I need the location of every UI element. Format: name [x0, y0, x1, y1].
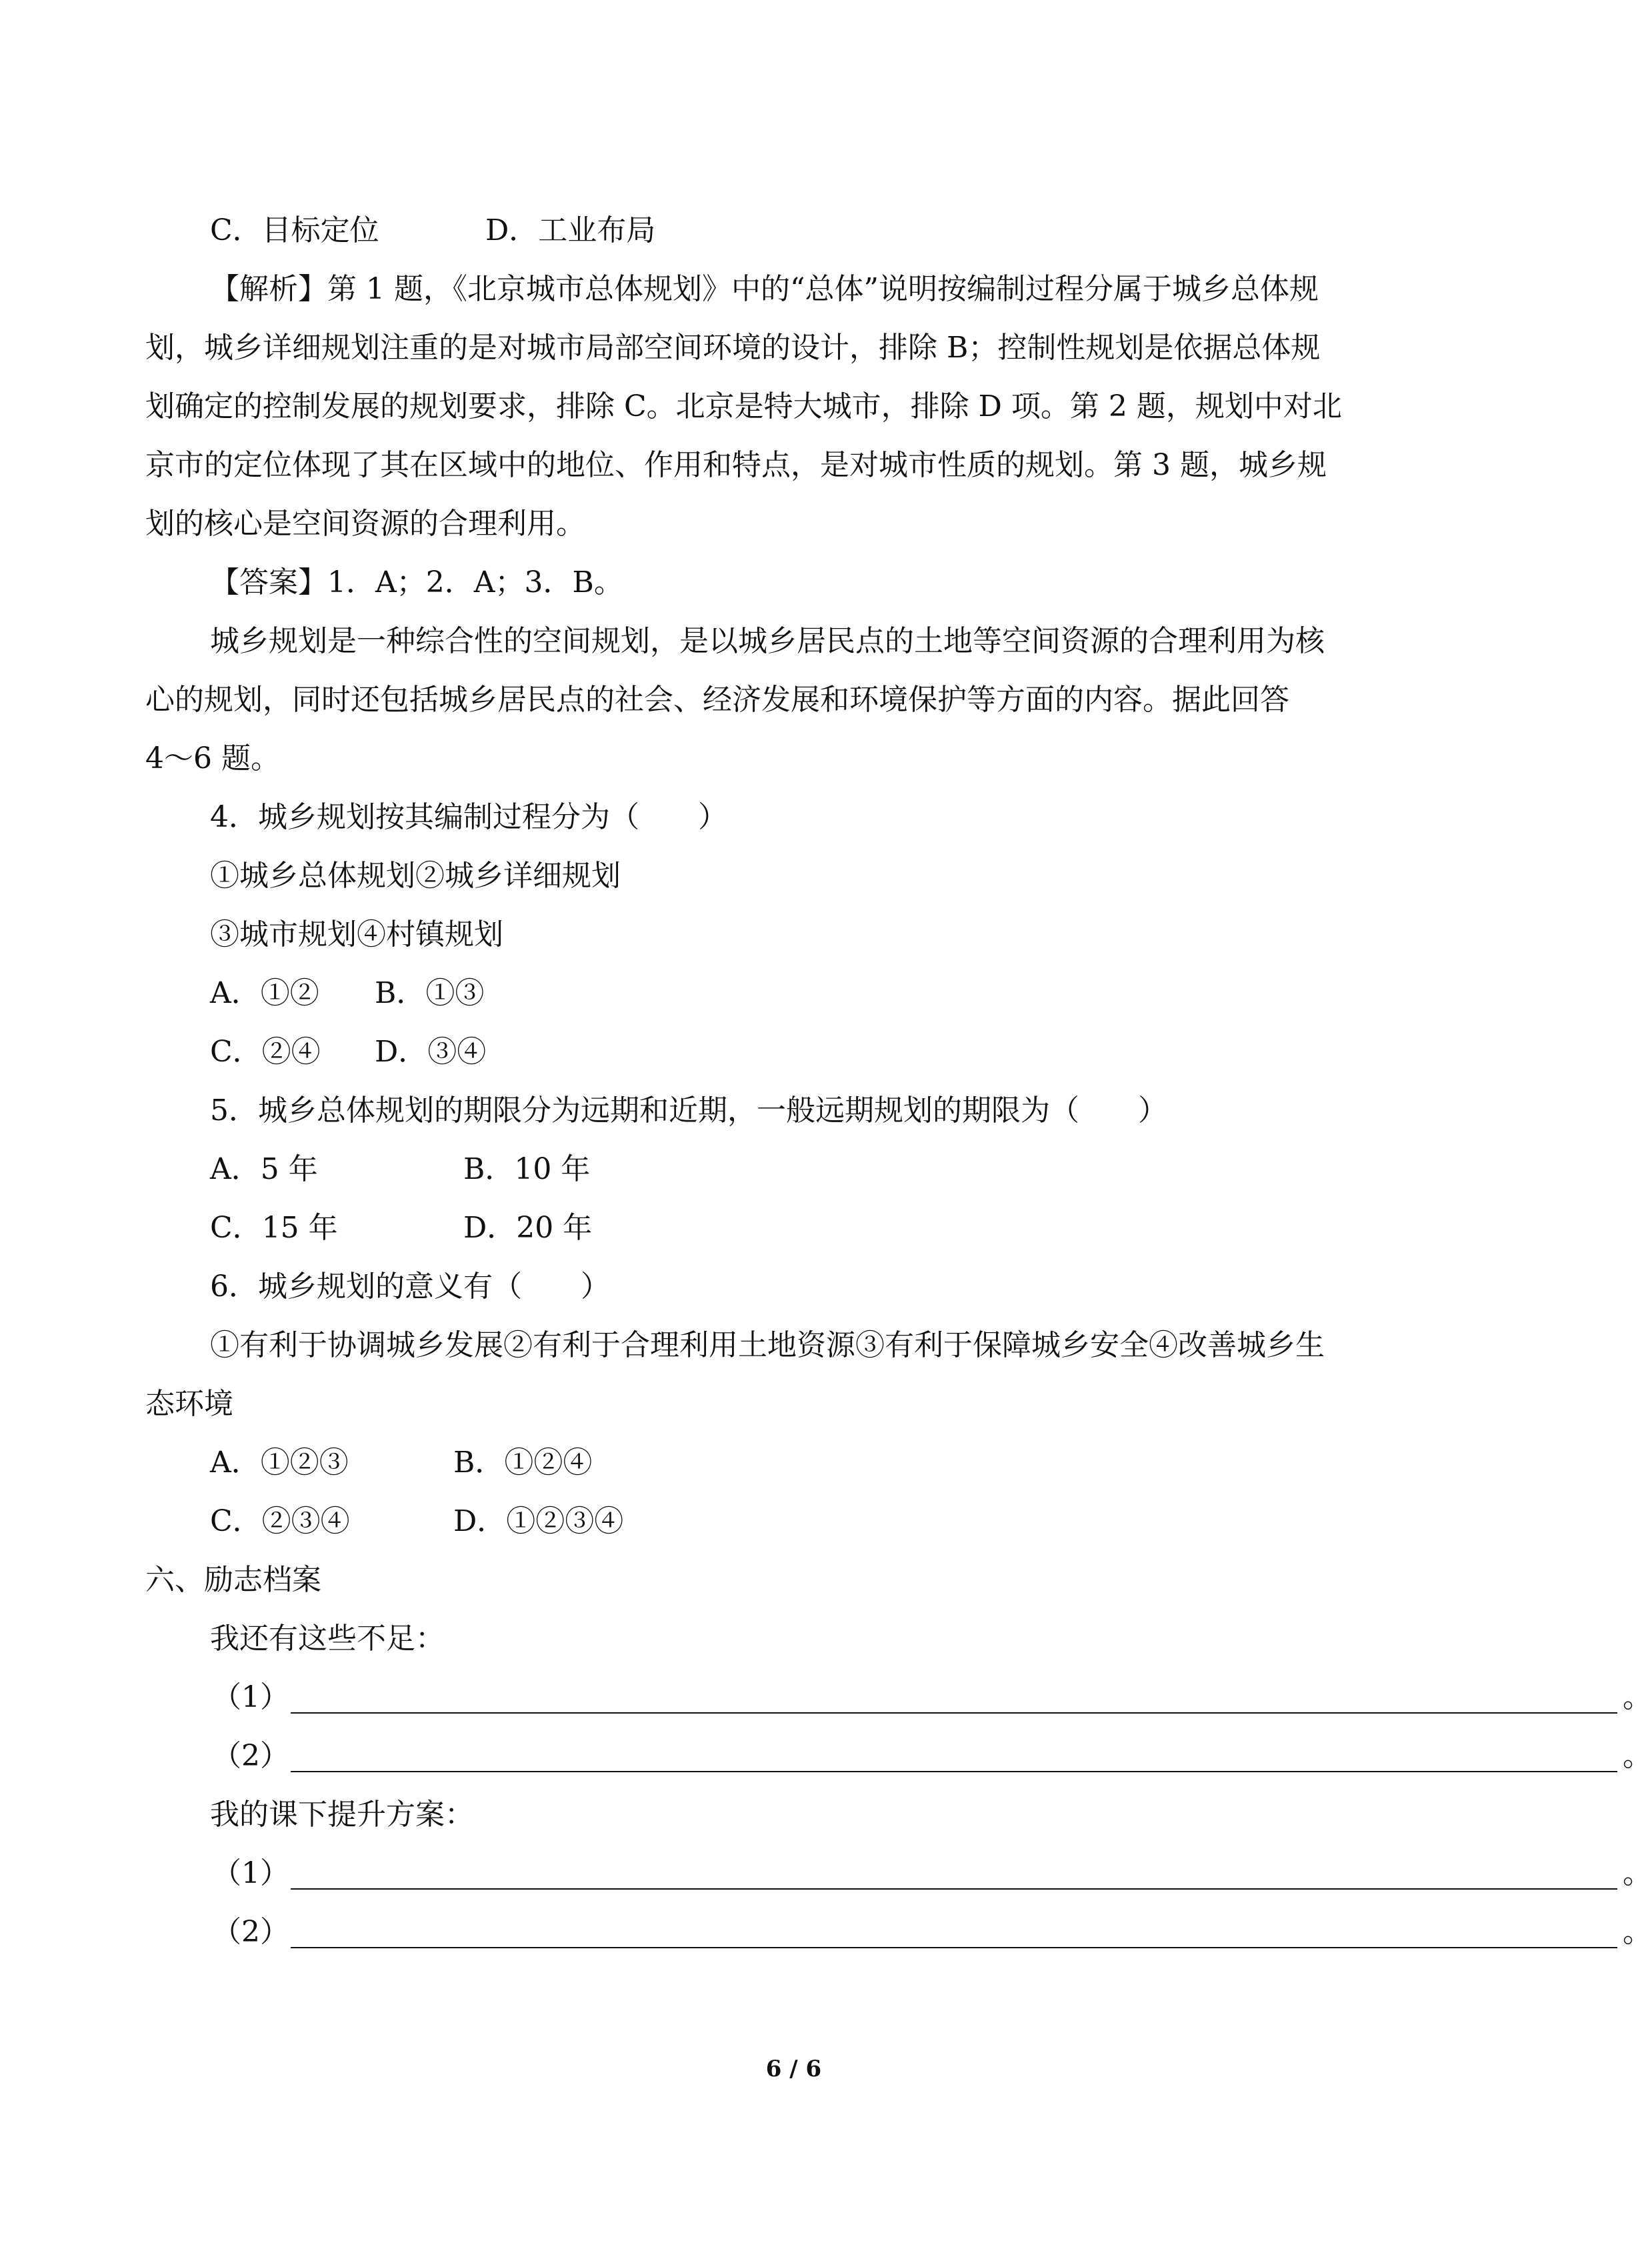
plan-label: 我的课下提升方案： [210, 1798, 474, 1832]
option-b: B．①③ [375, 976, 485, 1010]
blank-number: （2） [212, 1739, 289, 1773]
material-line-3: 4～6 题。 [145, 741, 280, 775]
q6-items-2: 态环境 [145, 1387, 233, 1421]
blank-number: （1） [212, 1680, 289, 1714]
option-d: D．工业布局 [485, 213, 656, 247]
option-d: D．20 年 [463, 1211, 593, 1245]
option-c: C．目标定位 [210, 213, 379, 247]
fill-in-line[interactable] [291, 1712, 1617, 1714]
q4-items-2: ③城市规划④村镇规划 [210, 917, 503, 951]
q6-items-1: ①有利于协调城乡发展②有利于合理利用土地资源③有利于保障城乡安全④改善城乡生 [210, 1328, 1325, 1362]
page-number: 6 / 6 [765, 2056, 822, 2082]
fill-in-line[interactable] [291, 1888, 1617, 1890]
q4-stem: 4．城乡规划按其编制过程分为（ ） [210, 800, 727, 834]
blank-period: 。 [1623, 1680, 1652, 1714]
option-c: C．15 年 [210, 1211, 338, 1245]
analysis-line-3: 划确定的控制发展的规划要求，排除 C。北京是特大城市，排除 D 项。第 2 题，规划中对北 [145, 389, 1342, 423]
option-d: D．③④ [375, 1035, 487, 1069]
analysis-line-5: 划的核心是空间资源的合理利用。 [145, 507, 585, 541]
shortcomings-label: 我还有这些不足： [210, 1622, 445, 1656]
option-b: B．①②④ [453, 1446, 593, 1480]
q4-items-1: ①城乡总体规划②城乡详细规划 [210, 859, 621, 893]
section-title: 六、励志档案 [145, 1563, 321, 1597]
option-a: A．5 年 [210, 1152, 318, 1186]
shortcoming-blank-1 [212, 1668, 1652, 1727]
material-line-1: 城乡规划是一种综合性的空间规划，是以城乡居民点的土地等空间资源的合理利用为核 [210, 624, 1325, 658]
material-line-2: 心的规划，同时还包括城乡居民点的社会、经济发展和环境保护等方面的内容。据此回答 [145, 683, 1289, 717]
blank-period: 。 [1623, 1739, 1652, 1773]
blank-number: （1） [212, 1856, 289, 1890]
option-c: C．②③④ [210, 1504, 350, 1538]
q6-stem: 6．城乡规划的意义有（ ） [210, 1270, 610, 1304]
analysis-line-1: 【解析】第 1 题，《北京城市总体规划》中的“总体”说明按编制过程分属于城乡总体规 [210, 272, 1319, 306]
option-a: A．①② [210, 976, 319, 1010]
fill-in-line[interactable] [291, 1771, 1617, 1772]
analysis-line-4: 京市的定位体现了其在区域中的地位、作用和特点，是对城市性质的规划。第 3 题，城乡规 [145, 448, 1327, 482]
option-d: D．①②③④ [453, 1504, 624, 1538]
q5-stem: 5．城乡总体规划的期限分为远期和近期，一般远期规划的期限为（ ） [210, 1093, 1167, 1128]
blank-period: 。 [1623, 1915, 1652, 1949]
fill-in-line[interactable] [291, 1947, 1617, 1948]
option-a: A．①②③ [210, 1446, 349, 1480]
option-b: B．10 年 [463, 1152, 591, 1186]
answer-line: 【答案】1．A；2．A；3．B。 [210, 565, 623, 599]
blank-period: 。 [1623, 1856, 1652, 1890]
blank-number: （2） [212, 1915, 289, 1949]
shortcoming-blank-2 [212, 1727, 1652, 1786]
option-c: C．②④ [210, 1035, 321, 1069]
plan-blank-2 [212, 1903, 1652, 1962]
analysis-line-2: 划，城乡详细规划注重的是对城市局部空间环境的设计，排除 B；控制性规划是依据总体规 [145, 331, 1321, 365]
plan-blank-1 [212, 1844, 1652, 1903]
